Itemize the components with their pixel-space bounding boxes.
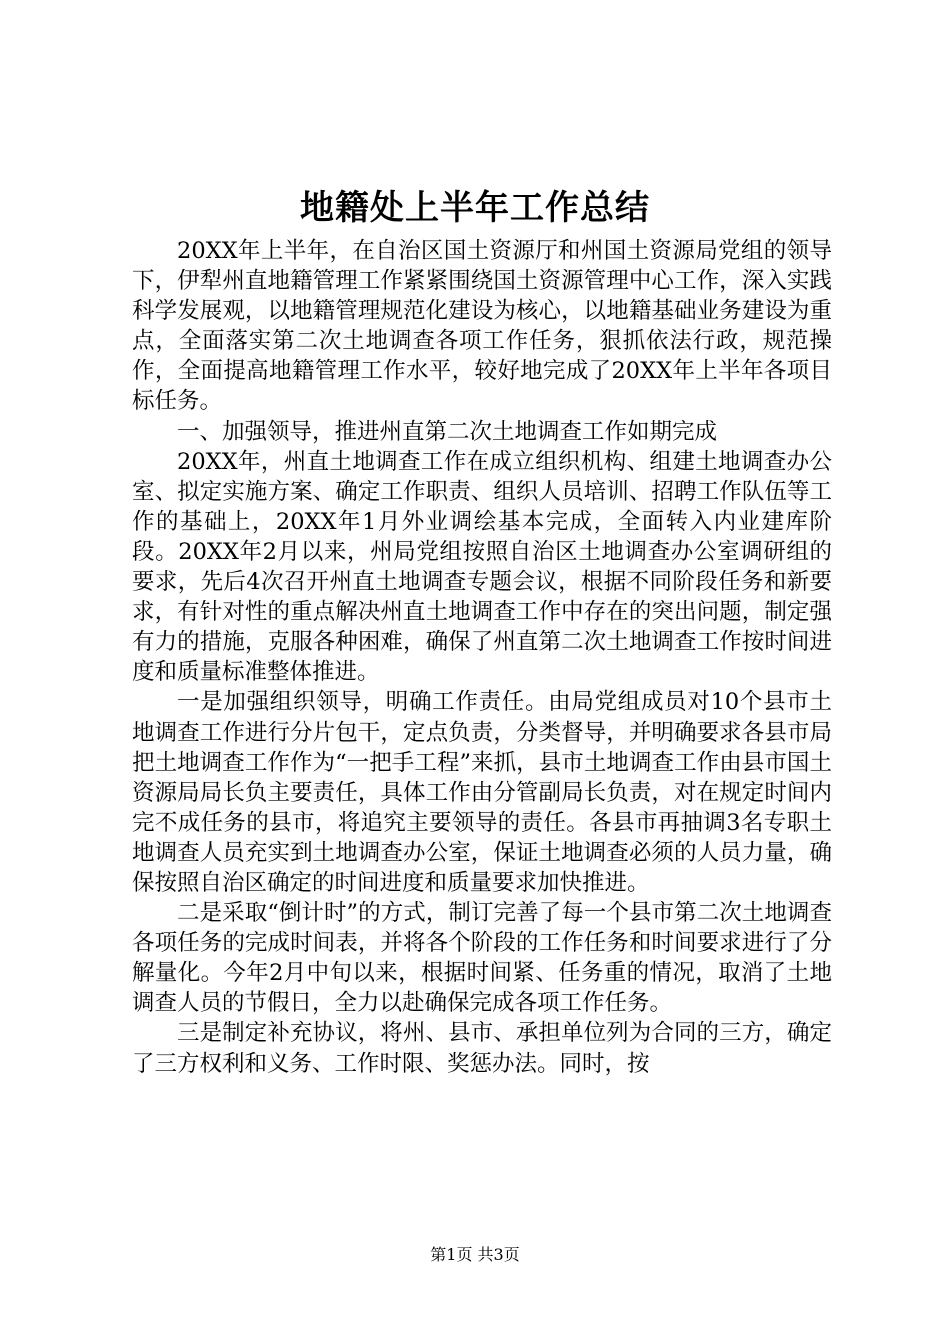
paragraph-item-3: 三是制定补充协议，将州、县市、承担单位列为合同的三方，确定了三方权利和义务、工作时限、奖惩办法。同时，按	[132, 1020, 832, 1077]
paragraph-item-1: 一是加强组织领导，明确工作责任。由局党组成员对10个县市土地调查工作进行分片包干，定点负责，分类督导，并明确要求各县市局把土地调查工作作为“一把手工程”来抓，县市土地调查工作由县市国土资源局局长负主要责任，具体工作由分管副局长负责，对在规定时间内完不成任务的县市，将追究主要领导的责任。各县市再抽调3名专职土地调查人员充实到土地调查办公室，保证土地调查必须的人员力量，确保按照自治区确定的时间进度和质量要求加快推进。	[132, 689, 832, 896]
paragraph-section-1: 20XX年，州直土地调查工作在成立组织机构、组建土地调查办公室、拟定实施方案、确定工作职责、组织人员培训、招聘工作队伍等工作的基础上，20XX年1月外业调绘基本完成，全面转入内业建库阶段。20XX年2月以来，州局党组按照自治区土地调查办公室调研组的要求，先后4次召开州直土地调查专题会议，根据不同阶段任务和新要求，有针对性的重点解决州直土地调查工作中存在的突出问题，制定强有力的措施，克服各种困难，确保了州直第二次土地调查工作按时间进度和质量标准整体推进。	[132, 448, 832, 686]
page-number-footer: 第1页 共3页	[430, 1245, 520, 1264]
document-body	[132, 236, 832, 1079]
document-title: 地籍处上半年工作总结	[300, 188, 650, 228]
paragraph-item-2: 二是采取“倒计时”的方式，制订完善了每一个县市第二次土地调查各项任务的完成时间表，并将各个阶段的工作任务和时间要求进行了分解量化。今年2月中旬以来，根据时间紧、任务重的情况，取消了土地调查人员的节假日，全力以赴确保完成各项工作任务。	[132, 900, 832, 1017]
section-heading-1: 一、加强领导，推进州直第二次土地调查工作如期完成	[177, 418, 718, 445]
paragraph-intro: 20XX年上半年，在自治区国土资源厅和州国土资源局党组的领导下，伊犁州直地籍管理工作紧紧围绕国土资源管理中心工作，深入实践科学发展观，以地籍管理规范化建设为核心，以地籍基础业务建设为重点，全面落实第二次土地调查各项工作任务，狠抓依法行政，规范操作，全面提高地籍管理工作水平，较好地完成了20XX年上半年各项目标任务。	[132, 238, 832, 415]
